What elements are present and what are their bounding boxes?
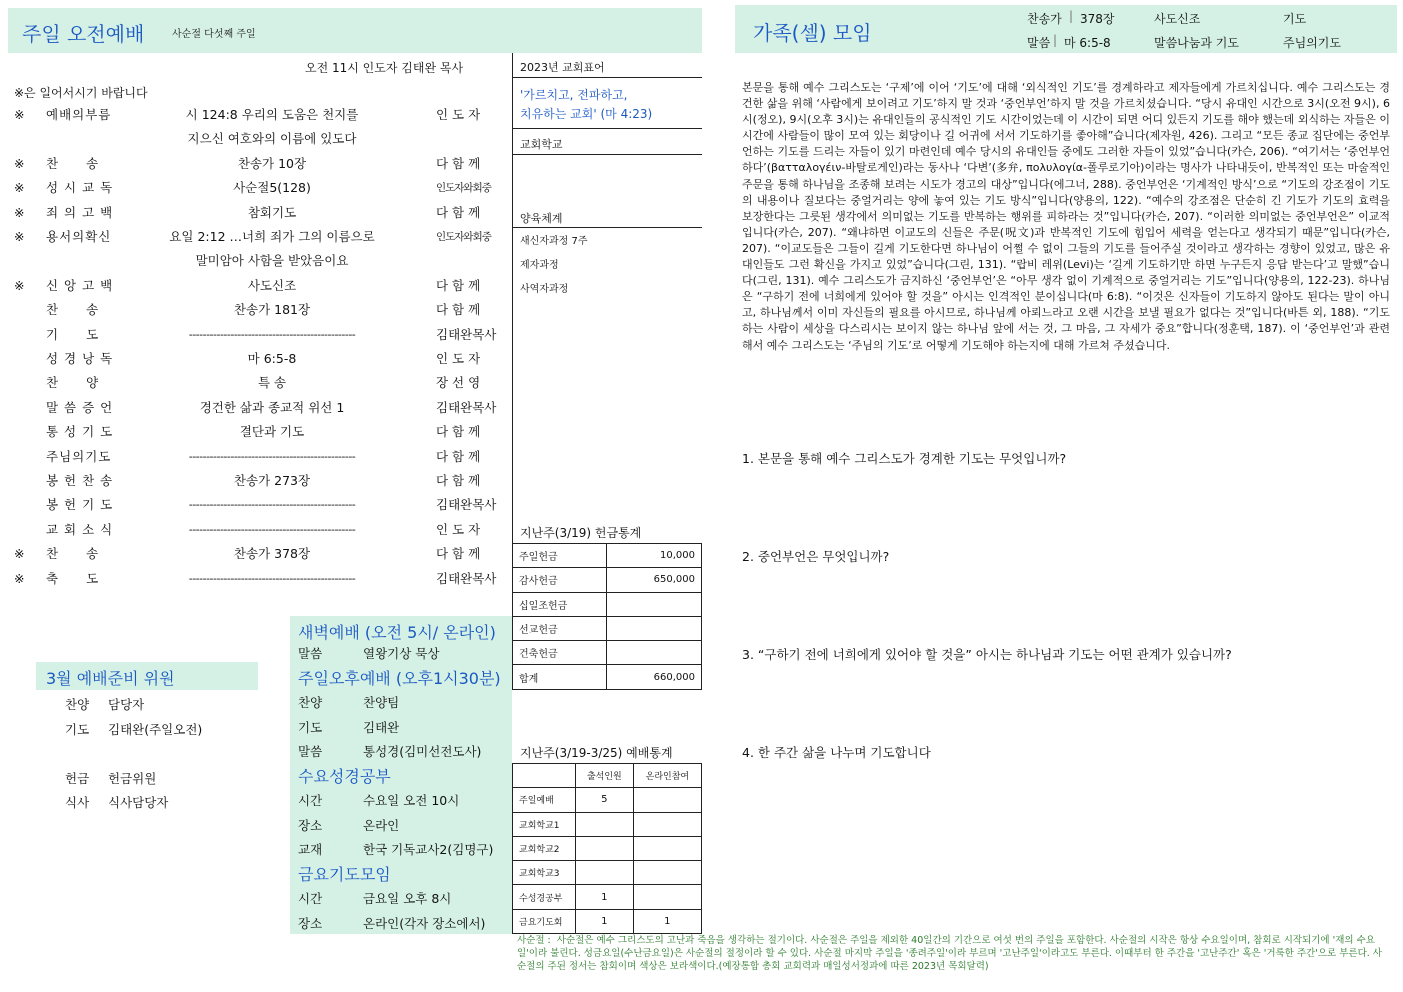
order-item-content: 결단과 기도 [239, 424, 305, 440]
order-item-leader: 김태완목사 [436, 399, 497, 415]
education-rule [512, 227, 702, 228]
friday-prayer-title: 금요기도모임 [298, 865, 391, 884]
order-item-content: ------------------------------------------------ [188, 327, 356, 341]
order-row [0, 347, 512, 371]
order-item-content: 찬송가 181장 [233, 302, 311, 318]
attendance-in-person [576, 836, 634, 860]
offering-row [513, 616, 702, 640]
order-item-leader: 김태완목사 [436, 497, 497, 513]
dawn-word: 열왕기상 묵상 [363, 646, 440, 661]
education-heading: 양육체계 [520, 212, 563, 225]
order-item-leader: 다 함 께 [436, 204, 481, 220]
wed-value: 수요일 오전 10시 [363, 793, 460, 808]
attendance-row [513, 836, 702, 860]
order-item-content: 사순절5(128) [233, 180, 311, 196]
wed-label: 교재 [298, 842, 323, 857]
attendance-corner [513, 764, 576, 788]
sharing-label: 말씀나눔과 기도 [1154, 36, 1239, 50]
order-item-name: 성 경 낭 독 [46, 351, 114, 366]
service-info: 오전 11시 인도자 김태완 목사 [305, 61, 464, 75]
fri-label: 시간 [298, 891, 323, 906]
sermon-summary: 본문을 통해 예수 그리스도는 ‘구제’에 이어 ‘기도’에 대해 ‘외식적인 기도’를 경계하라고 제자들에게 가르치십니다. 예수 그리스도는 경건한 삶을 위해 ‘사람에게 보이려고 기도’하지 말 것과 ‘중언부언’하지 말 것을 가르치셨습니다. “당시 유대인 시간으로 3시(오전 9시), 6시(정오), 9시(오후 3시)는 유대인들의 공식적인 기도 시간이었는데 이 시간이 되면 어디 있든지 기도를 해야 했는데 외식하는 자들은 이 시간에 사람들이 많이 모여 있는 회당이나 길 어귀에 서서 기도하기를 좋아해”습니다(제자원, 426). 그리고 “모든 종교 집단에는 중언부언하는 기도를 드리는 자들이 있기 마련인데 예수 당시의 유대인들 중에도 그러한 자들이 있었”습니다(카슨, 206). “여기서는 ‘중언부언하다’(βατταλογέιν-바탈로게인)라는 동사나 ‘다변’(多弁, πολυλογία-폴루로기아)이라는 명사가 나타내듯이, 반복적인 또는 마술적인 주문을 통해 하나님을 조종해 보려는 시도가 경고의 대상”입니다(에그너, 288). 중언부언은 ‘기계적인 방식’으로 “기도의 강조점이 기도의 내용이나 질보다는 중얼거리는 양에 놓여 있는 기도 방식”입니다(양용의, 122). “예수의 강조점은 단순히 긴 기도가 기도의 효력을 보장한다는 그릇된 생각에서 의미없는 기도를 반복하는 행위를 피하라는 것”입니다(카슨, 207). “이러한 의미없는 중언부언은” 이교적입니다(카슨, 207). “왜냐하면 이교도의 신들은 주문(呪文)과 반복적인 기도에 힘입어 세력을 얻는다고 생각되기 때문”입니다(카슨, 207). “이교도들은 그들이 길게 기도한다면 하나님이 어쩔 수 없이 그들의 기도를 들어주실 것이라고 생각하는 경향이 있었고, 많은 유대인들도 그런 확신을 가지고 있었”습니다(그린, 131). “랍비 레위(Levi)는 ‘길게 기도하기만 하면 누구든지 응답 받는다’고 말했”습니다(그린, 131). 예수 그리스도가 금지하신 ‘중언부언’은 “아무 생각 없이 기계적으로 중얼거리는 기도”입니다(양용의, 122-23). 하나님은 “구하기 전에 너희에게 있어야 할 것을” 아시는 인격적인 분이십니다(마 6:8). “이것은 신자들이 기도하지 않아도 된다는 말이 아니고, 하나님께서 이미 자신들의 필요를 아시므로, 하나님께 아뢰느라고 오랜 시간을 보낼 필요가 없다는 것”입니다(바튼 외, 188). “기도하는 사람이 세상을 다스리시는 보이지 않는 하나님 앞에 서는 것, 그 마음, 그 자세가 중요”합니다(정훈택, 187). 이 ‘중언부언’과 관련해서 예수 그리스도는 ‘주님의 기도’로 어떻게 기도해야 하는지에 대해 가르쳐 주셨습니다. [742, 81, 1390, 352]
order-item-content: 참회기도 [247, 204, 297, 220]
offering-label: 십일조헌금 [513, 592, 607, 616]
order-item-name: 찬 송 [46, 155, 100, 171]
attendance-row [513, 861, 702, 885]
fri-label: 장소 [298, 915, 323, 931]
standing-mark: ※ [14, 155, 25, 171]
offering-row [513, 641, 702, 665]
attendance-row [513, 788, 702, 812]
attendance-table [512, 763, 702, 934]
order-item-leader: 다 함 께 [436, 424, 481, 440]
order-item-leader: 다 함 께 [436, 277, 481, 293]
order-item-leader: 인 도 자 [436, 107, 481, 122]
order-item-leader: 인 도 자 [436, 351, 481, 366]
attendance-heading: 지난주(3/19-3/25) 예배통계 [520, 746, 673, 760]
order-item-leader: 다 함 께 [436, 546, 481, 562]
fri-value: 금요일 오후 8시 [363, 891, 452, 906]
afternoon-value: 통성경(김미선전도사) [363, 744, 482, 759]
order-row [0, 493, 512, 517]
attendance-col-online: 온라인참여 [633, 764, 701, 788]
order-item-content: 찬송가 378장 [233, 546, 311, 562]
attendance-header-row [513, 764, 702, 788]
afternoon-value: 찬양팀 [363, 695, 400, 710]
attendance-in-person: 1 [576, 885, 634, 909]
order-row [0, 249, 512, 273]
order-row [0, 542, 512, 566]
creed-label: 사도신조 [1154, 12, 1201, 26]
standing-mark: ※ [14, 546, 25, 562]
attendance-in-person [576, 861, 634, 885]
attendance-online [633, 836, 701, 860]
hymn-number: 378장 [1080, 12, 1115, 26]
offering-table [512, 543, 702, 690]
left-header-band [8, 8, 702, 53]
right-header-band [735, 5, 1397, 53]
wednesday-study-title: 수요성경공부 [298, 767, 391, 786]
dawn-service-title: 새벽예배 (오전 5시/ 온라인) [298, 623, 496, 642]
order-row [0, 152, 512, 176]
wed-label: 시간 [298, 793, 323, 808]
order-item-leader: 인도자와회중 [436, 182, 491, 195]
order-row [0, 103, 512, 127]
word-ref: 마 6:5-8 [1064, 36, 1111, 50]
wed-value: 온라인 [363, 817, 400, 833]
page-subtitle: 사순절 다섯째 주일 [172, 29, 256, 40]
order-row [0, 518, 512, 542]
lent-note-text: 사순절은 예수 그리스도의 고난과 죽음을 생각하는 절기이다. 사순절은 주일을 제외한 40일간의 기간으로 여섯 번의 주일을 포함한다. 사순절의 시작은 항상 수요일이며, 참회로 시작되기에 '재의 수요일'이라 불린다. 성금요일(수난금요일)은 사순절의 절정이라 할 수 있다. 사순절 마지막 주일을 '종려주일'이라 부르며 '고난주일'이라고도 부른다. 이때부터 한 주간을 '고난주간' 혹은 '거룩한 주간'으로 부른다. 사순절의 주된 정서는 참회이며 색상은 보라색이다.(예장통합 총회 교회력과 매일성서정과에 따른 2023년 목회달력) [517, 935, 1382, 972]
afternoon-label: 찬양 [298, 695, 323, 710]
order-item-name: 죄 의 고 백 [46, 204, 114, 220]
order-item-content: 사도신조 [247, 277, 297, 293]
attendance-online [633, 812, 701, 836]
education-item-2: 제자과정 [520, 260, 559, 271]
afternoon-label: 말씀 [298, 744, 323, 759]
order-item-content: 찬송가 273장 [233, 473, 311, 488]
prayer-label: 기도 [1283, 12, 1307, 26]
order-row [0, 420, 512, 444]
wed-label: 장소 [298, 817, 323, 833]
order-row [0, 469, 512, 493]
afternoon-service-title: 주일오후예배 (오후1시30분) [298, 669, 501, 688]
order-item-content: ------------------------------------------------ [188, 571, 356, 585]
prep-committee-title: 3월 예배준비 위원 [46, 669, 175, 688]
word-divider: | [1053, 33, 1058, 47]
lent-note [517, 934, 1391, 973]
offering-label: 선교헌금 [513, 616, 607, 640]
order-item-name: 찬 송 [46, 302, 100, 318]
attendance-online [633, 885, 701, 909]
school-rule-bottom [512, 154, 702, 155]
standing-mark: ※ [14, 204, 25, 220]
order-item-leader: 장 선 영 [436, 375, 481, 391]
order-item-content: 경건한 삶과 종교적 위선 1 [199, 399, 345, 415]
order-item-name: 주님의기도 [46, 448, 112, 464]
order-item-leader: 김태완목사 [436, 570, 497, 586]
order-item-name: 기 도 [46, 326, 100, 342]
attendance-label: 금요기도회 [513, 909, 576, 933]
offering-heading: 지난주(3/19) 헌금통계 [520, 526, 642, 540]
order-item-name: 신 앙 고 백 [46, 277, 114, 293]
dawn-word-label: 말씀 [298, 646, 323, 661]
other-services-panel [290, 616, 512, 934]
order-item-name: 봉 헌 찬 송 [46, 473, 114, 488]
prep-role: 식사 [65, 795, 90, 810]
offering-amount [607, 641, 702, 665]
prep-committee-band [36, 662, 258, 690]
attendance-label: 주일예배 [513, 788, 576, 812]
offering-label: 감사헌금 [513, 568, 607, 592]
attendance-label: 교회학교2 [513, 836, 576, 860]
offering-label: 합계 [513, 665, 607, 689]
standing-mark: ※ [14, 229, 25, 244]
prep-person: 헌금위원 [108, 770, 157, 786]
order-row [0, 201, 512, 225]
prep-person: 담당자 [108, 697, 145, 712]
offering-amount: 10,000 [607, 544, 702, 568]
standing-mark: ※ [14, 180, 25, 196]
order-item-leader: 김태완목사 [436, 326, 497, 342]
attendance-online [633, 788, 701, 812]
attendance-online: 1 [633, 909, 701, 933]
order-of-worship [0, 103, 512, 593]
prep-role: 헌금 [65, 770, 90, 786]
church-school-label: 교회학교 [520, 138, 563, 151]
attendance-online [633, 861, 701, 885]
order-item-name: 말 씀 증 언 [46, 399, 114, 415]
order-row [0, 371, 512, 395]
order-row [0, 274, 512, 298]
attendance-label: 교회학교1 [513, 812, 576, 836]
order-row [0, 396, 512, 420]
prep-role: 찬양 [65, 697, 90, 712]
order-item-name: 찬 양 [46, 375, 100, 391]
hymn-label: 찬송가 [1027, 12, 1062, 26]
hymn-divider: | [1069, 9, 1074, 23]
order-row [0, 323, 512, 347]
order-item-content: 마 6:5-8 [247, 351, 297, 366]
motto-heading: 2023년 교회표어 [520, 61, 605, 74]
order-item-name: 통 성 기 도 [46, 424, 114, 440]
order-row [0, 567, 512, 591]
order-row [0, 176, 512, 200]
prep-person: 김태완(주일오전) [108, 721, 203, 737]
lords-prayer-label: 주님의기도 [1283, 36, 1341, 50]
attendance-in-person [576, 812, 634, 836]
order-item-name: 축 도 [46, 570, 100, 586]
afternoon-value: 김태완 [363, 719, 400, 735]
standing-mark: ※ [14, 107, 25, 122]
attendance-label: 교회학교3 [513, 861, 576, 885]
order-item-name: 봉 헌 기 도 [46, 497, 114, 513]
order-item-content: ------------------------------------------------ [188, 522, 356, 536]
order-item-content: ------------------------------------------------ [188, 449, 356, 463]
attendance-row [513, 885, 702, 909]
offering-row [513, 544, 702, 568]
fri-value: 온라인(각자 장소에서) [363, 915, 486, 931]
order-item-leader: 다 함 께 [436, 473, 481, 488]
order-item-name: 용서의확신 [46, 229, 112, 244]
afternoon-label: 기도 [298, 719, 323, 735]
offering-amount: 650,000 [607, 568, 702, 592]
attendance-label: 수성경공부 [513, 885, 576, 909]
offering-row [513, 592, 702, 616]
attendance-row [513, 812, 702, 836]
offering-label: 주일헌금 [513, 544, 607, 568]
column-divider [512, 53, 513, 616]
order-item-content: 말미암아 사함을 받았음이요 [195, 253, 349, 269]
standing-mark: ※ [14, 277, 25, 293]
question-3: 3. “구하기 전에 너희에게 있어야 할 것을” 아시는 하나님과 기도는 어떤 관계가 있습니까? [742, 647, 1232, 662]
order-item-content: 찬송가 10장 [237, 155, 307, 171]
order-item-leader: 다 함 께 [436, 155, 481, 171]
order-row [0, 298, 512, 322]
question-1: 1. 본문을 통해 예수 그리스도가 경계한 기도는 무엇입니까? [742, 451, 1067, 466]
order-row [0, 225, 512, 249]
standing-mark: ※ [14, 570, 25, 586]
order-item-leader: 인 도 자 [436, 521, 481, 537]
question-2: 2. 중언부언은 무엇입니까? [742, 549, 890, 564]
order-item-content: 특 송 [257, 375, 287, 391]
wed-value: 한국 기독교사2(김명구) [363, 842, 494, 857]
offering-label: 건축헌금 [513, 641, 607, 665]
school-rule-top [512, 128, 702, 129]
page-title: 주일 오전예배 [22, 22, 145, 46]
order-item-name: 성 시 교 독 [46, 180, 114, 196]
prep-person: 식사담당자 [108, 795, 169, 810]
attendance-row [513, 909, 702, 933]
order-item-leader: 다 함 께 [436, 302, 481, 318]
lent-note-label: 사순절 : [517, 935, 551, 946]
order-item-content: 지으신 여호와의 이름에 있도다 [187, 131, 357, 147]
question-4: 4. 한 주간 삶을 나누며 기도합니다 [742, 745, 931, 760]
education-item-1: 새신자과정 7주 [520, 236, 588, 247]
motto-line-2: 치유하는 교회' (마 4:23) [520, 107, 653, 121]
attendance-in-person: 5 [576, 788, 634, 812]
motto-rule [512, 77, 702, 78]
order-item-content: 시 124:8 우리의 도움은 천지를 [185, 107, 359, 122]
motto-line-1: '가르치고, 전파하고, [520, 88, 628, 102]
attendance-in-person: 1 [576, 909, 634, 933]
attendance-col-in: 출석인원 [576, 764, 634, 788]
order-item-content: ------------------------------------------------ [188, 498, 356, 512]
offering-row [513, 568, 702, 592]
order-row [0, 445, 512, 469]
order-item-name: 교 회 소 식 [46, 521, 114, 537]
order-item-name: 예배의부름 [46, 107, 112, 122]
offering-amount [607, 592, 702, 616]
stand-note: ※은 일어서시기 바랍니다 [14, 86, 148, 100]
order-row [0, 127, 512, 151]
prep-role: 기도 [65, 721, 90, 737]
order-item-leader: 인도자와회중 [436, 231, 491, 243]
order-item-content: 요일 2:12 …너희 죄가 그의 이름으로 [169, 229, 375, 244]
cell-meeting-title: 가족(셀) 모임 [753, 21, 872, 45]
education-item-3: 사역자과정 [520, 284, 569, 295]
offering-amount: 660,000 [607, 665, 702, 689]
order-item-name: 찬 송 [46, 546, 100, 562]
word-label: 말씀 [1027, 36, 1051, 50]
offering-amount [607, 616, 702, 640]
order-item-leader: 다 함 께 [436, 448, 481, 464]
offering-row [513, 665, 702, 689]
